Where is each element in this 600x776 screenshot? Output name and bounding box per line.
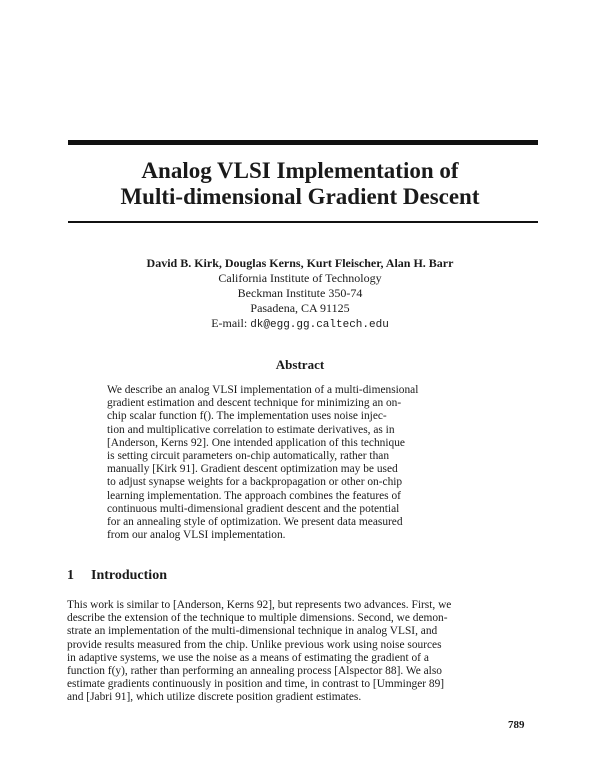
email-address: dk@egg.gg.caltech.edu [250,319,389,331]
page-number: 789 [508,719,525,731]
abstract-line: [Anderson, Kerns 92]. One intended application of this technique [107,436,405,449]
intro-line: function f(y), rather than performing an annealing process [Alspector 88]. We also [67,665,442,678]
abstract-line: to adjust synapse weights for a backpropagation or other on-chip [107,476,403,489]
abstract-line: is setting circuit parameters on-chip automatically, rather than [107,450,390,463]
abstract-body [107,384,495,542]
intro-line: estimate gradients continuously in position and time, in contrast to [Umminger 89] [67,678,445,691]
introduction-body [67,599,535,705]
abstract-line: continuous multi-dimensional gradient descent and the potential [107,502,400,515]
title-bottom-rule [68,221,538,223]
abstract-line: tion and multiplicative correlation to estimate derivatives, as in [107,423,395,436]
abstract-line: manually [Kirk 91]. Gradient descent optimization may be used [107,463,398,476]
title-line-2: Multi-dimensional Gradient Descent [120,184,480,209]
abstract-line: from our analog VLSI implementation. [107,529,286,542]
intro-line: and [Jabri 91], which utilize discrete position gradient estimates. [67,691,362,704]
address-line-1: Beckman Institute 350-74 [237,286,363,300]
abstract-line: We describe an analog VLSI implementation of a multi-dimensional [107,384,419,396]
author-block [0,256,600,333]
intro-line: provide results measured from the chip. Unlike previous work using noise sources [67,638,442,651]
abstract-heading: Abstract [275,357,325,372]
title-top-rule [68,140,538,145]
abstract-line: for an annealing style of optimization. We present data measured [107,516,403,529]
paper-title [0,158,600,210]
intro-line: strate an implementation of the multi-dimensional technique in analog VLSI, and [67,625,438,638]
section-title: Introduction [91,568,167,583]
abstract-line: learning implementation. The approach combines the features of [107,489,401,502]
intro-line: This work is similar to [Anderson, Kerns 92], but represents two advances. First, we [67,599,452,611]
intro-line: describe the extension of the technique to multiple dimensions. Second, we demon- [67,612,448,625]
address-line-2: Pasadena, CA 91125 [250,301,350,315]
affiliation: California Institute of Technology [218,271,382,285]
abstract-line: gradient estimation and descent technique for minimizing an on- [107,397,402,410]
email-label: E-mail: [211,316,248,330]
section-number: 1 [67,568,74,583]
author-names: David B. Kirk, Douglas Kerns, Kurt Fleischer, Alan H. Barr [146,256,454,270]
section-heading [67,568,167,584]
abstract-line: chip scalar function f(). The implementation uses noise injec- [107,410,387,423]
intro-line: in adaptive systems, we use the noise as a means of estimating the gradient of a [67,651,429,664]
title-line-1: Analog VLSI Implementation of [141,158,459,183]
email-line [0,316,600,333]
